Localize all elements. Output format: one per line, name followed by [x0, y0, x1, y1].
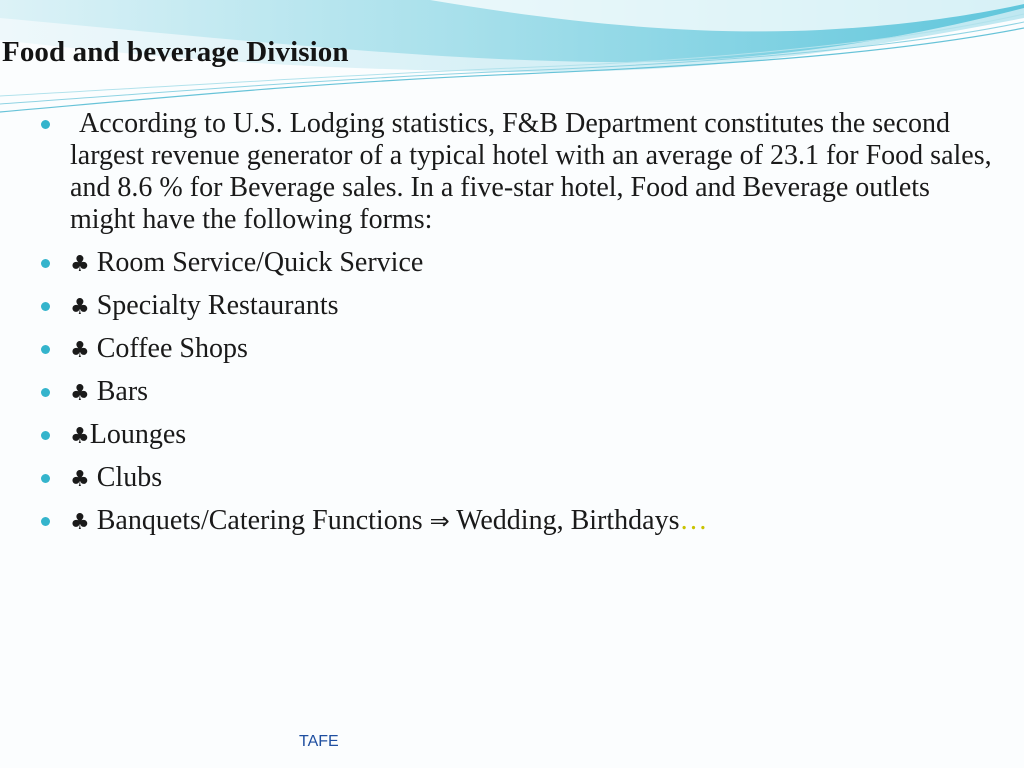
bullet-icon [41, 345, 50, 354]
club-suit-icon: ♣ [70, 252, 90, 277]
list-item-lounges [38, 419, 998, 453]
item-label: Room Service/Quick Service [89, 247, 424, 278]
bullet-icon [41, 388, 50, 397]
club-suit-icon: ♣ [70, 467, 90, 492]
double-right-arrow-icon: ⇒ [429, 507, 450, 535]
intro-text: According to U.S. Lodging statistics, F&B Department constitutes the second largest revenue generator of a typical hotel with an average of 23.1 for Food sales, and 8.6 % for Beverage sales. In a five-star hotel, Food and Beverage outlets might have the following forms: [70, 108, 992, 235]
club-suit-icon: ♣ [70, 381, 90, 406]
item-detail: Wedding, Birthdays [449, 505, 680, 536]
ellipsis: … [679, 505, 708, 536]
list-item-specialty-restaurants [38, 290, 998, 324]
list-item-intro [38, 108, 998, 236]
bullet-icon [41, 474, 50, 483]
list-item-coffee-shops [38, 333, 998, 367]
list-item-room-service [38, 247, 998, 281]
slide-title: Food and beverage Division [2, 36, 349, 68]
club-suit-icon: ♣ [70, 510, 90, 535]
item-label: Coffee Shops [89, 333, 248, 364]
bullet-icon [41, 431, 50, 440]
bullet-list [38, 108, 998, 539]
bullet-icon [41, 259, 50, 268]
slide-body [38, 108, 998, 548]
item-label: Specialty Restaurants [89, 290, 339, 321]
item-label: Clubs [89, 462, 163, 493]
bullet-icon [41, 120, 50, 129]
list-item-banquets [38, 505, 998, 539]
club-suit-icon: ♣ [70, 295, 90, 320]
item-label: Lounges [89, 419, 187, 450]
club-suit-icon: ♣ [70, 424, 90, 449]
item-label: Bars [89, 376, 149, 407]
list-item-clubs [38, 462, 998, 496]
bullet-icon [41, 302, 50, 311]
item-label: Banquets/Catering Functions [89, 505, 430, 536]
list-item-bars [38, 376, 998, 410]
footer-text: TAFE [299, 733, 339, 750]
club-suit-icon: ♣ [70, 338, 90, 363]
bullet-icon [41, 517, 50, 526]
